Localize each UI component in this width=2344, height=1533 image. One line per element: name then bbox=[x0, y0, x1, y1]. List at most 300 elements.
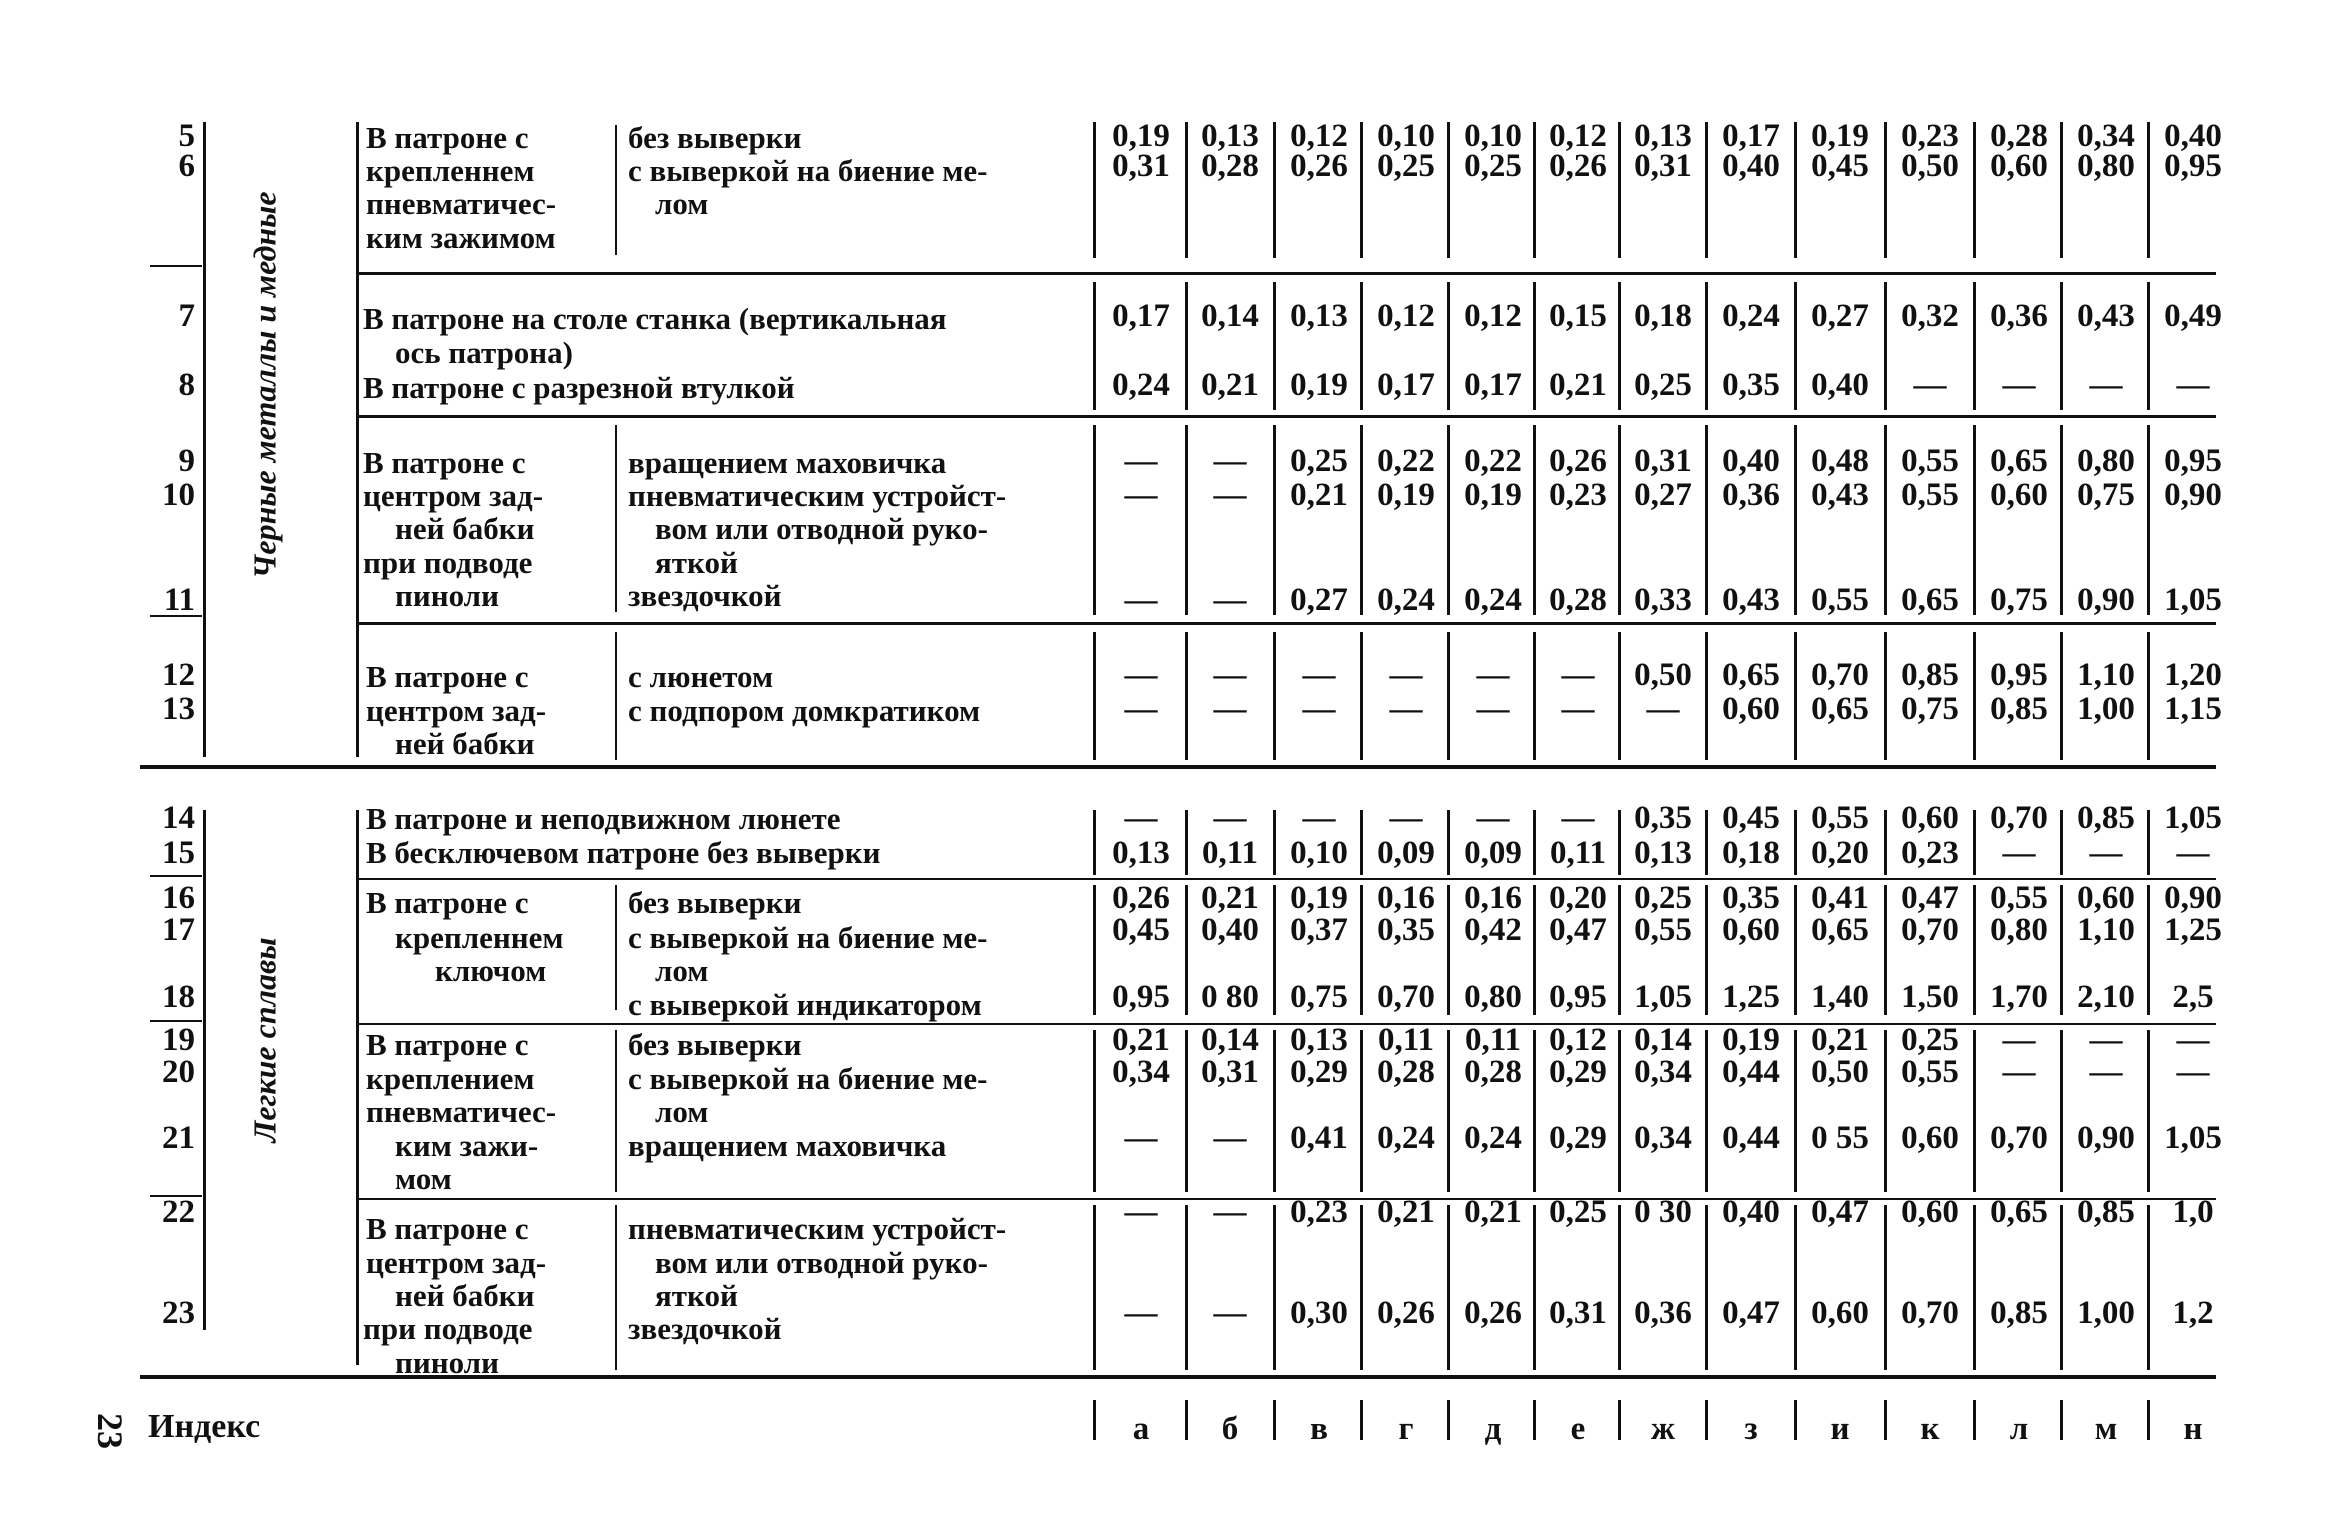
table-cell: — bbox=[2089, 835, 2123, 871]
table-cell: 0,19 bbox=[1464, 477, 1522, 513]
value-separator bbox=[1705, 1205, 1708, 1370]
table-cell: 0,85 bbox=[2077, 800, 2135, 836]
table-cell: 0,21 bbox=[1549, 367, 1607, 403]
table-cell: — bbox=[1213, 657, 1247, 693]
column-index: б bbox=[1221, 1411, 1239, 1447]
table-cell: — bbox=[2176, 1022, 2210, 1058]
desc-border bbox=[356, 122, 359, 757]
method-separator bbox=[615, 1030, 617, 1192]
row-number: 15 bbox=[162, 835, 195, 871]
value-separator bbox=[1093, 282, 1096, 410]
table-cell: 0,40 bbox=[1722, 148, 1780, 184]
table-cell: 0,65 bbox=[1811, 691, 1869, 727]
table-cell: 0,14 bbox=[1201, 298, 1259, 334]
value-separator bbox=[1093, 885, 1096, 1015]
condition-description: ким зажи- bbox=[395, 1128, 539, 1163]
condition-description: В патроне и неподвижном люнете bbox=[366, 801, 841, 836]
table-cell: — bbox=[1389, 657, 1423, 693]
table-cell: 0,28 bbox=[1377, 1054, 1435, 1090]
method-separator bbox=[615, 885, 617, 1010]
table-cell: 0,29 bbox=[1290, 1054, 1348, 1090]
table-cell: — bbox=[1561, 657, 1595, 693]
table-cell: — bbox=[2176, 1054, 2210, 1090]
table-cell: 0,70 bbox=[1811, 657, 1869, 693]
table-cell: — bbox=[1646, 691, 1680, 727]
table-cell: 0,18 bbox=[1634, 298, 1692, 334]
table-cell: — bbox=[1389, 691, 1423, 727]
alignment-method: вом или отводной руко- bbox=[655, 1245, 988, 1280]
table-cell: 0,31 bbox=[1549, 1295, 1607, 1331]
table-cell: 1,10 bbox=[2077, 912, 2135, 948]
table-cell: 0,75 bbox=[2077, 477, 2135, 513]
table-cell: — bbox=[2176, 367, 2210, 403]
row-number: 8 bbox=[178, 367, 195, 403]
table-cell: 0,27 bbox=[1290, 582, 1348, 618]
table-cell: 0,11 bbox=[1202, 835, 1258, 871]
table-cell: 0,44 bbox=[1722, 1054, 1780, 1090]
table-cell: 0,24 bbox=[1464, 582, 1522, 618]
table-cell: 0,80 bbox=[2077, 443, 2135, 479]
table-cell: — bbox=[2089, 1054, 2123, 1090]
table-cell: 0,44 bbox=[1722, 1120, 1780, 1156]
condition-description: крепленнем bbox=[395, 920, 564, 955]
table-cell: 0,60 bbox=[1722, 691, 1780, 727]
condition-description: пневматичес- bbox=[366, 186, 557, 221]
table-cell: 0,21 bbox=[1201, 880, 1259, 916]
table-cell: 0,10 bbox=[1464, 118, 1522, 154]
table-cell: 0,45 bbox=[1811, 148, 1869, 184]
table-cell: 0,65 bbox=[1811, 912, 1869, 948]
condition-description: В патроне с bbox=[363, 445, 526, 480]
table-cell: 0,21 bbox=[1811, 1022, 1869, 1058]
table-cell: 0,65 bbox=[1990, 1194, 2048, 1230]
condition-description: пиноли bbox=[395, 578, 499, 613]
table-cell: — bbox=[1302, 800, 1336, 836]
table-cell: 0,12 bbox=[1464, 298, 1522, 334]
table-cell: 0,36 bbox=[1634, 1295, 1692, 1331]
table-cell: 0,17 bbox=[1722, 118, 1780, 154]
table-cell: 0,31 bbox=[1112, 148, 1170, 184]
table-cell: 0,60 bbox=[1811, 1295, 1869, 1331]
alignment-method: с выверкой на биение ме- bbox=[628, 920, 988, 955]
value-separator bbox=[1273, 1205, 1276, 1370]
condition-description: мом bbox=[395, 1161, 452, 1196]
condition-description: В патроне с bbox=[366, 885, 529, 920]
alignment-method: с люнетом bbox=[628, 659, 774, 694]
table-cell: 0,34 bbox=[1112, 1054, 1170, 1090]
table-cell: 0,13 bbox=[1290, 298, 1348, 334]
rownum-separator bbox=[203, 122, 206, 757]
table-cell: — bbox=[1124, 477, 1158, 513]
table-cell: 1,0 bbox=[2172, 1194, 2214, 1230]
table-cell: — bbox=[1302, 691, 1336, 727]
row-number: 10 bbox=[162, 477, 195, 513]
table-cell: 0,13 bbox=[1201, 118, 1259, 154]
table-cell: — bbox=[1124, 800, 1158, 836]
table-cell: — bbox=[1389, 800, 1423, 836]
table-cell: 0,70 bbox=[1901, 1295, 1959, 1331]
block-rule bbox=[356, 415, 2216, 418]
condition-description: ключом bbox=[435, 953, 547, 988]
table-cell: 0,95 bbox=[1112, 979, 1170, 1015]
table-cell: 1,10 bbox=[2077, 657, 2135, 693]
table-cell: 0,60 bbox=[1990, 148, 2048, 184]
row-number: 23 bbox=[162, 1295, 195, 1331]
value-separator bbox=[1093, 810, 1096, 875]
table-cell: — bbox=[2002, 1022, 2036, 1058]
table-cell: 0,26 bbox=[1377, 1295, 1435, 1331]
table-cell: — bbox=[1213, 1194, 1247, 1230]
table-cell: 0,35 bbox=[1377, 912, 1435, 948]
table-cell: 0,11 bbox=[1378, 1022, 1434, 1058]
method-separator bbox=[615, 1205, 617, 1370]
table-cell: 0,42 bbox=[1464, 912, 1522, 948]
value-separator bbox=[1093, 1030, 1096, 1192]
table-cell: 0,26 bbox=[1290, 148, 1348, 184]
table-cell: 0,40 bbox=[1722, 1194, 1780, 1230]
column-index: ж bbox=[1651, 1411, 1675, 1447]
table-cell: 0,24 bbox=[1464, 1120, 1522, 1156]
table-cell: 0,34 bbox=[2077, 118, 2135, 154]
condition-description: В патроне на столе станка (вертикальная bbox=[363, 301, 947, 336]
table-cell: — bbox=[2002, 835, 2036, 871]
condition-description: пневматичес- bbox=[366, 1094, 557, 1129]
condition-description: В патроне с bbox=[366, 1027, 529, 1062]
value-separator bbox=[1447, 1205, 1450, 1370]
row-number: 12 bbox=[162, 657, 195, 693]
table-cell: 0,45 bbox=[1112, 912, 1170, 948]
table-cell: 0,55 bbox=[1634, 912, 1692, 948]
table-cell: 0,23 bbox=[1549, 477, 1607, 513]
value-separator bbox=[1185, 1205, 1188, 1370]
column-index: н bbox=[2183, 1411, 2203, 1447]
table-cell: 0,47 bbox=[1811, 1194, 1869, 1230]
condition-description: крепленнем bbox=[366, 153, 535, 188]
block-rule bbox=[356, 622, 2216, 625]
table-cell: 2,10 bbox=[2077, 979, 2135, 1015]
condition-description: В патроне с разрезной втулкой bbox=[363, 370, 795, 405]
table-cell: 0,23 bbox=[1290, 1194, 1348, 1230]
table-cell: 0,34 bbox=[1634, 1120, 1692, 1156]
table-cell: 0,24 bbox=[1377, 1120, 1435, 1156]
table-cell: 0,15 bbox=[1549, 298, 1607, 334]
row-number: 11 bbox=[163, 582, 195, 618]
condition-description: ось патрона) bbox=[395, 335, 573, 370]
table-cell: 1,50 bbox=[1901, 979, 1959, 1015]
row-number: 13 bbox=[162, 691, 195, 727]
value-separator bbox=[1360, 1205, 1363, 1370]
row-number: 5 bbox=[178, 118, 195, 154]
table-cell: 0,80 bbox=[1464, 979, 1522, 1015]
table-cell: 0,28 bbox=[1549, 582, 1607, 618]
table-cell: 0,50 bbox=[1901, 148, 1959, 184]
table-cell: 0,12 bbox=[1549, 118, 1607, 154]
table-cell: 0,70 bbox=[1377, 979, 1435, 1015]
table-cell: 0 80 bbox=[1201, 979, 1259, 1015]
condition-description: ким зажимом bbox=[366, 220, 556, 255]
value-separator bbox=[1093, 425, 1096, 615]
table-cell: 1,05 bbox=[2164, 1120, 2222, 1156]
table-cell: 0,95 bbox=[1549, 979, 1607, 1015]
alignment-method: без выверки bbox=[628, 885, 802, 920]
column-index: в bbox=[1310, 1411, 1328, 1447]
block-rule bbox=[356, 272, 2216, 275]
table-cell: 0,12 bbox=[1290, 118, 1348, 154]
table-cell: 0,27 bbox=[1811, 298, 1869, 334]
value-separator bbox=[1794, 1205, 1797, 1370]
value-separator bbox=[1973, 1205, 1976, 1370]
method-separator bbox=[615, 125, 617, 255]
row-number: 17 bbox=[162, 912, 195, 948]
table-cell: 0,16 bbox=[1464, 880, 1522, 916]
table-cell: 0,29 bbox=[1549, 1120, 1607, 1156]
table-cell: — bbox=[1213, 800, 1247, 836]
condition-description: ней бабки bbox=[395, 1278, 535, 1313]
table-cell: 0,22 bbox=[1377, 443, 1435, 479]
value-separator bbox=[1093, 632, 1096, 760]
value-separator bbox=[1093, 1400, 1096, 1440]
table-cell: 0,47 bbox=[1722, 1295, 1780, 1331]
table-cell: — bbox=[2002, 367, 2036, 403]
table-cell: 0,60 bbox=[2077, 880, 2135, 916]
table-cell: 0,20 bbox=[1549, 880, 1607, 916]
table-cell: 0,19 bbox=[1290, 880, 1348, 916]
table-cell: 0,21 bbox=[1377, 1194, 1435, 1230]
table-cell: 0,21 bbox=[1464, 1194, 1522, 1230]
table-cell: 0,50 bbox=[1811, 1054, 1869, 1090]
table-cell: 0,11 bbox=[1465, 1022, 1521, 1058]
value-separator bbox=[2060, 1205, 2063, 1370]
column-index: к bbox=[1920, 1411, 1940, 1447]
table-cell: 0,75 bbox=[1290, 979, 1348, 1015]
table-cell: 0,60 bbox=[1722, 912, 1780, 948]
table-cell: — bbox=[1124, 1295, 1158, 1331]
table-cell: 0,22 bbox=[1464, 443, 1522, 479]
table-cell: 0,19 bbox=[1290, 367, 1348, 403]
table-cell: 0,85 bbox=[1990, 1295, 2048, 1331]
table-cell: 0,31 bbox=[1634, 148, 1692, 184]
table-cell: 0,41 bbox=[1290, 1120, 1348, 1156]
alignment-method: лом bbox=[655, 1094, 709, 1129]
table-cell: 0,24 bbox=[1722, 298, 1780, 334]
row-number: 18 bbox=[162, 979, 195, 1015]
table-cell: — bbox=[1124, 582, 1158, 618]
row-number: 16 bbox=[162, 880, 195, 916]
table-cell: — bbox=[1213, 1120, 1247, 1156]
table-cell: 0,11 bbox=[1550, 835, 1606, 871]
table-cell: 0,35 bbox=[1634, 800, 1692, 836]
table-cell: 1,2 bbox=[2172, 1295, 2214, 1331]
table-cell: 0,20 bbox=[1811, 835, 1869, 871]
table-cell: 0,70 bbox=[1901, 912, 1959, 948]
table-cell: 0,25 bbox=[1634, 367, 1692, 403]
table-cell: 0,21 bbox=[1112, 1022, 1170, 1058]
table-cell: 0,80 bbox=[1990, 912, 2048, 948]
table-cell: 0,90 bbox=[2164, 880, 2222, 916]
table-cell: 0,24 bbox=[1377, 582, 1435, 618]
alignment-method: яткой bbox=[655, 1278, 738, 1313]
table-cell: 0,70 bbox=[1990, 1120, 2048, 1156]
table-cell: 0,25 bbox=[1290, 443, 1348, 479]
table-cell: — bbox=[1561, 691, 1595, 727]
table-cell: 0,12 bbox=[1377, 298, 1435, 334]
table-cell: — bbox=[1913, 367, 1947, 403]
table-cell: 0,40 bbox=[1722, 443, 1780, 479]
table-cell: 0,29 bbox=[1549, 1054, 1607, 1090]
table-cell: — bbox=[1213, 443, 1247, 479]
value-separator bbox=[2147, 1205, 2150, 1370]
table-cell: 0,19 bbox=[1811, 118, 1869, 154]
table-cell: 0,17 bbox=[1464, 367, 1522, 403]
rownum-rule bbox=[150, 265, 202, 267]
table-cell: — bbox=[1213, 477, 1247, 513]
alignment-method: без выверки bbox=[628, 120, 802, 155]
table-cell: 0,65 bbox=[1722, 657, 1780, 693]
condition-description: В бесключевом патроне без выверки bbox=[366, 835, 881, 870]
table-cell: 0,85 bbox=[2077, 1194, 2135, 1230]
table-cell: 0,10 bbox=[1290, 835, 1348, 871]
table-cell: 0,40 bbox=[2164, 118, 2222, 154]
table-cell: 0,28 bbox=[1201, 148, 1259, 184]
table-cell: — bbox=[1124, 1194, 1158, 1230]
column-index: г bbox=[1398, 1411, 1414, 1447]
table-cell: 0,45 bbox=[1722, 800, 1780, 836]
table-cell: 0,33 bbox=[1634, 582, 1692, 618]
condition-description: креплением bbox=[366, 1061, 535, 1096]
table-cell: 1,05 bbox=[1634, 979, 1692, 1015]
table-cell: 0,12 bbox=[1549, 1022, 1607, 1058]
table-cell: 0,60 bbox=[1901, 800, 1959, 836]
table-cell: — bbox=[1476, 691, 1510, 727]
table-cell: 1,00 bbox=[2077, 1295, 2135, 1331]
table-cell: 0,47 bbox=[1549, 912, 1607, 948]
table-cell: 0,26 bbox=[1549, 148, 1607, 184]
condition-description: В патроне с bbox=[366, 659, 529, 694]
row-number: 14 bbox=[162, 800, 195, 836]
table-cell: 1,05 bbox=[2164, 800, 2222, 836]
table-cell: 0,80 bbox=[2077, 148, 2135, 184]
table-cell: 0,16 bbox=[1377, 880, 1435, 916]
value-separator bbox=[1884, 1205, 1887, 1370]
column-index: д bbox=[1484, 1411, 1502, 1447]
table-cell: 1,20 bbox=[2164, 657, 2222, 693]
table-cell: 0,13 bbox=[1290, 1022, 1348, 1058]
alignment-method: лом bbox=[655, 186, 709, 221]
table-cell: 0,25 bbox=[1634, 880, 1692, 916]
alignment-method: звездочкой bbox=[628, 578, 782, 613]
condition-description: пиноли bbox=[395, 1345, 499, 1380]
table-cell: 0,43 bbox=[1811, 477, 1869, 513]
condition-description: при подводе bbox=[363, 1311, 533, 1346]
method-separator bbox=[615, 632, 617, 760]
condition-description: при подводе bbox=[363, 545, 533, 580]
column-index: з bbox=[1744, 1411, 1758, 1447]
table-cell: 0,95 bbox=[2164, 148, 2222, 184]
table-cell: — bbox=[2176, 835, 2210, 871]
table-cell: 0,13 bbox=[1634, 835, 1692, 871]
table-cell: 0,21 bbox=[1290, 477, 1348, 513]
table-cell: — bbox=[1561, 800, 1595, 836]
table-cell: 0,21 bbox=[1201, 367, 1259, 403]
index-label: Индекс bbox=[148, 1408, 261, 1445]
column-index: л bbox=[2009, 1411, 2029, 1447]
alignment-method: лом bbox=[655, 953, 709, 988]
table-cell: 0,27 bbox=[1634, 477, 1692, 513]
table-cell: 0,26 bbox=[1549, 443, 1607, 479]
table-cell: 0,37 bbox=[1290, 912, 1348, 948]
row-number: 6 bbox=[178, 148, 195, 184]
table-cell: 0,23 bbox=[1901, 118, 1959, 154]
table-cell: 0,43 bbox=[2077, 298, 2135, 334]
alignment-method: вращением маховичка bbox=[628, 445, 947, 480]
table-cell: — bbox=[1213, 582, 1247, 618]
column-index: м bbox=[2094, 1411, 2118, 1447]
condition-description: центром зад- bbox=[363, 478, 544, 513]
table-cell: 0,40 bbox=[1811, 367, 1869, 403]
table-cell: 0,09 bbox=[1464, 835, 1522, 871]
table-cell: 2,5 bbox=[2172, 979, 2214, 1015]
table-cell: — bbox=[1476, 800, 1510, 836]
table-cell: 0,28 bbox=[1464, 1054, 1522, 1090]
table-cell: 0,65 bbox=[1901, 582, 1959, 618]
table-cell: 0,32 bbox=[1901, 298, 1959, 334]
table-cell: 0,19 bbox=[1722, 1022, 1780, 1058]
table-cell: 0,55 bbox=[1990, 880, 2048, 916]
table-cell: 0,24 bbox=[1112, 367, 1170, 403]
table-cell: 0,26 bbox=[1464, 1295, 1522, 1331]
table-cell: — bbox=[1124, 1120, 1158, 1156]
table-cell: 0,48 bbox=[1811, 443, 1869, 479]
row-number: 20 bbox=[162, 1054, 195, 1090]
table-cell: 0,55 bbox=[1901, 477, 1959, 513]
table-cell: 0,55 bbox=[1811, 800, 1869, 836]
table-cell: 0,60 bbox=[1990, 477, 2048, 513]
value-separator bbox=[1093, 1205, 1096, 1370]
section-rule bbox=[140, 765, 2216, 769]
table-cell: 0,25 bbox=[1901, 1022, 1959, 1058]
row-number: 22 bbox=[162, 1194, 195, 1230]
alignment-method: с подпором домкратиком bbox=[628, 693, 981, 728]
table-cell: 0,90 bbox=[2164, 477, 2222, 513]
alignment-method: с выверкой индикатором bbox=[628, 987, 982, 1022]
table-cell: 0,17 bbox=[1377, 367, 1435, 403]
table-cell: 0,55 bbox=[1811, 582, 1869, 618]
alignment-method: вращением маховичка bbox=[628, 1128, 947, 1163]
table-cell: 0,09 bbox=[1377, 835, 1435, 871]
table-cell: 0,14 bbox=[1634, 1022, 1692, 1058]
table-cell: 1,15 bbox=[2164, 691, 2222, 727]
table-cell: 0,60 bbox=[1901, 1120, 1959, 1156]
table-cell: 0,25 bbox=[1549, 1194, 1607, 1230]
rownum-separator bbox=[203, 810, 206, 1330]
table-cell: 0 55 bbox=[1811, 1120, 1869, 1156]
table-cell: 0,25 bbox=[1464, 148, 1522, 184]
table-cell: — bbox=[1476, 657, 1510, 693]
table-cell: — bbox=[1302, 657, 1336, 693]
table-cell: 1,70 bbox=[1990, 979, 2048, 1015]
alignment-method: пневматическим устройст- bbox=[628, 1211, 1007, 1246]
alignment-method: звездочкой bbox=[628, 1311, 782, 1346]
table-cell: 0,34 bbox=[1634, 1054, 1692, 1090]
table-cell: — bbox=[1213, 1295, 1247, 1331]
table-cell: 0,75 bbox=[1901, 691, 1959, 727]
method-separator bbox=[615, 425, 617, 612]
group-label: Черные металлы и медные bbox=[246, 191, 283, 579]
table-cell: 0,35 bbox=[1722, 880, 1780, 916]
table-cell: 0,55 bbox=[1901, 1054, 1959, 1090]
table-cell: 0,19 bbox=[1112, 118, 1170, 154]
table-cell: 0,30 bbox=[1290, 1295, 1348, 1331]
